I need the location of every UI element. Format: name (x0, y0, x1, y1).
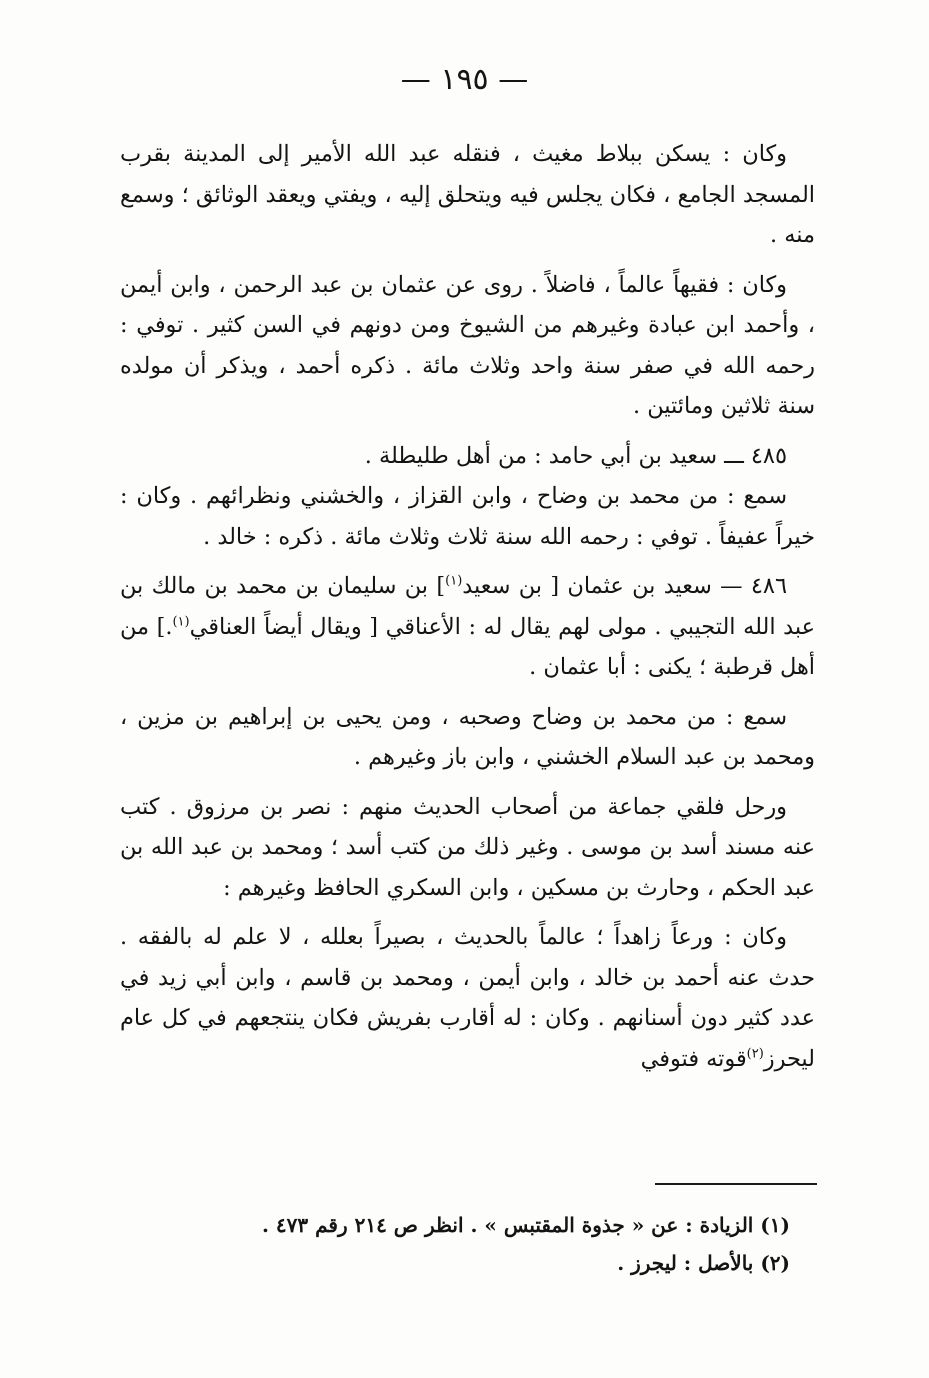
paragraph: وكان : فقيهاً عالماً ، فاضلاً . روى عن عثمان بن عبد الرحمن ، وابن أيمن ، وأحمد ابن عبادة وغيرهم من الشيوخ ومن دونهم في السن كثير . توفي : رحمه الله في صفر سنة واحد وثلاث مائة . ذكره أحمد ، ويذكر أن مولده سنة ثلاثين ومائتين . (120, 271, 815, 419)
page-number: — ١٩٥ — (400, 62, 529, 97)
paragraph-text: وكان : ورعاً زاهداً ؛ عالماً بالحديث ، بصيراً بعلله ، لا علم له بالفقه . حدث عنه أحمد بن خالد ، وابن أيمن ، ومحمد بن قاسم ، وابن أبي زيد في عدد كثير دون أسنانهم . وكان : له أقارب بفريش فكان ينتجعهم في كل عام ليحرز (120, 924, 815, 1072)
entry-text: ٤٨٦ — سعيد بن عثمان [ بن سعيد (462, 573, 787, 599)
paragraph: ورحل فلقي جماعة من أصحاب الحديث منهم : نصر بن مرزوق . كتب عنه مسند أسد بن موسى . وغير ذلك من كتب أسد ؛ ومحمد بن عبد الله بن عبد الحكم ، وحارث بن مسكين ، وابن السكري الحافظ وغيرهم : (120, 793, 815, 901)
entry-text: .] من أهل قرطبة ؛ يكنى : أبا عثمان . (120, 613, 815, 680)
biography-entry-heading (120, 566, 815, 688)
footnote-reference: (١) (172, 614, 190, 630)
main-text-block (120, 134, 815, 1088)
footnote: (١) الزيادة : عن « جذوة المقتبس » . انظر ص ٢١٤ رقم ٤٧٣ . (261, 1213, 790, 1237)
paragraph: وكان : يسكن ببلاط مغيث ، فنقله عبد الله الأمير إلى المدينة بقرب المسجد الجامع ، فكان يجلس فيه ويتحلق إليه ، ويفتي ويعقد الوثائق ؛ وسمع منه . (120, 141, 815, 248)
footnote-reference: (٢) (746, 1046, 764, 1062)
entry-text: ] بن سليمان بن محمد بن مالك بن عبد الله التجيبي . مولى لهم يقال له : الأعناقي [ ويقال أيضاً العناقي (120, 573, 815, 640)
paragraph (120, 917, 815, 1079)
paragraph: سمع : من محمد بن وضاح وصحبه ، ومن يحيى بن إبراهيم بن مزين ، ومحمد بن عبد السلام الخشني ، وابن باز وغيرهم . (120, 703, 815, 770)
biography-entry-heading: ٤٨٥ ـــ سعيد بن أبي حامد : من أهل طليطلة . (364, 442, 787, 469)
footnote-divider (655, 1183, 817, 1185)
paragraph-text: قوته فتوفي (640, 1045, 747, 1072)
footnote-reference: (١) (445, 573, 463, 589)
paragraph: سمع : من محمد بن وضاح ، وابن القزاز ، والخشني ونظرائهم . وكان : خيراً عفيفاً . توفي : رحمه الله سنة ثلاث وثلاث مائة . ذكره : خالد . (120, 483, 815, 550)
footnotes-section (200, 1206, 790, 1282)
footnote: (٢) بالأصل : ليجرز . (617, 1251, 790, 1275)
